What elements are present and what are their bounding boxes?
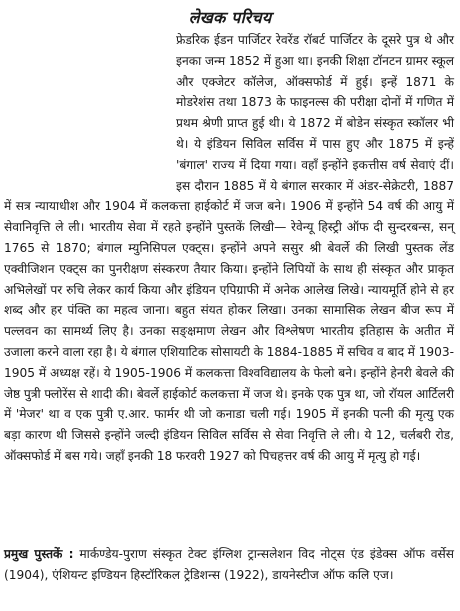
biography-section <box>4 30 454 467</box>
books-text: मार्कण्डेय-पुराण संस्कृत टेक्ट इंग्लिश ट्रान्सलेशन विद नोट्स एंड इंडेक्स ऑफ वर्सेस (1904), एंशियन्ट इण्डियन हिस्टॉरिकल ट्रेडिशन्स (1922), डायनेस्टीज ऑफ कलि एज। <box>4 547 454 582</box>
books-label: प्रमुख पुस्तकें : <box>4 547 74 561</box>
page-title: लेखक परिचय <box>188 8 272 27</box>
biography-paragraph: फ्रेडरिक ईडन पार्जिटर रेवरेंड रॉबर्ट पार्जिटर के दूसरे पुत्र थे और इनका जन्म 1852 में हुआ था। इनकी शिक्षा टॉनटन ग्रामर स्कूल और एक्जेटर कॉलेज, ऑक्सफोर्ड में हुई। इन्हें 1871 के मोडरेशंस तथा 1873 के फाइनल्स की परीक्षा दोनों में गणित में प्रथम श्रेणी प्राप्त हुई थी। ये 1872 में बोडेन संस्कृत स्कॉलर भी थे। ये इंडियन सिविल सर्विस में पास हुए और 1875 में इन्हें 'बंगाल' राज्य में दिया गया। वहाँ इन्होंने इकत्तीस वर्ष सेवाएं दीं। इस दौरान 1885 में ये बंगाल सरकार में अंडर-सेक्रेटरी, 1887 में सत्र न्यायाधीश और 1904 में कलकत्ता हाईकोर्ट में जज बने। 1906 में इन्होंने 54 वर्ष की आयु में सेवानिवृत्ति ले ली। भारतीय सेवा में रहते इन्होंने पुस्तकें लिखी— रेवेन्यू हिस्ट्री ऑफ दी सुन्दरबन्स, सन् 1765 से 1870; बंगाल म्युनिसिपल एक्ट्स। इन्होंने अपने ससुर श्री बेवर्ले की लिखी पुस्तक लेंड एक्वीजिशन एक्ट्स का पुनरीक्षण संस्करण तैयार किया। इन्होंने लिपियों के साथ ही संस्कृत और प्राकृत अभिलेखों पर रुचि लेकर कार्य किया और इंडियन एपिग्राफी में अनेक आलेख लिखे। न्यायमूर्ति होने से हर शब्द और हर पंक्ति का महत्व जाना। बहुत संयत होकर लिखा। उनका सामासिक लेखन बीज रूप में पल्लवन का सामर्थ्य लिए है। उनका सङ्क्षमाण लेखन और विश्लेषण भारतीय इतिहास के अतीत में उजाला करने वाला रहा है। ये बंगाल एशियाटिक सोसायटी के 1884-1885 में सचिव व बाद में 1903-1905 में अध्यक्ष रहें। ये 1905-1906 में कलकत्ता विश्वविद्यालय के फेलो बने। इन्होंने हेनरी बेवले की जेष्ठ पुत्री फ्लोरेंस से शादी की। बेवर्ले हाईकोर्ट कलकत्ता में जज थे। इनके एक पुत्र था, जो रॉयल आर्टिलरी में 'मेजर' था व एक पुत्री ए.आर. फार्मर थी जो कनाडा चली गई। 1905 में इनकी पत्नी की मृत्यु एक बड़ा कारण थी जिससे इन्होंने जल्दी इंडियन सिविल सर्विस से सेवा निवृत्ति ले ली। ये 12, चर्लबरी रोड, ऑक्सफोर्ड में बस गये। जहाँ इनकी 18 फरवरी 1927 को पिचहत्तर वर्ष की आयु में मृत्यु हो गई। <box>4 33 454 463</box>
portrait-float-spacer <box>4 30 172 196</box>
books-section <box>4 544 454 585</box>
